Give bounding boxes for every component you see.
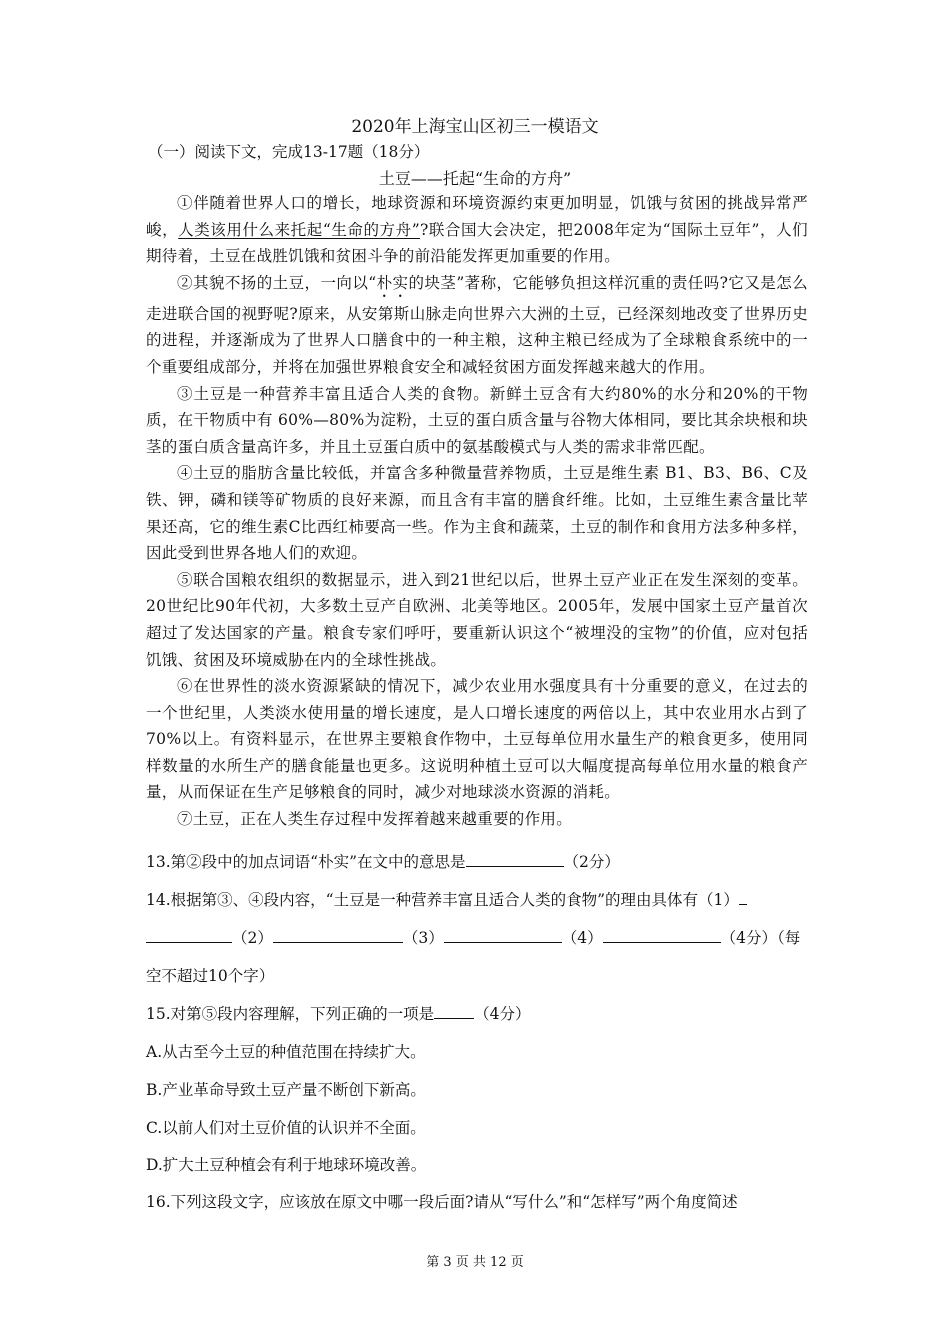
question-16: 16.下列这段文字，应该放在原文中哪一段后面?请从“写什么”和“怎样写”两个角度简述 — [146, 1193, 738, 1211]
section-heading: （一）阅读下文，完成13-17题（18分） — [148, 143, 430, 161]
paragraph-3: ③土豆是一种营养丰富且适合人类的食物。新鲜土豆含有大约80%的水分和20%的干物质，在干物质中有 60%—80%为淀粉，土豆的蛋白质含量与谷物大体相同，要比其余块根和块茎的蛋白质含量高许多，并且土豆蛋白质中的氨基酸模式与人类的需求非常匹配。 — [146, 384, 808, 456]
article-title: 土豆——托起“生命的方舟” — [378, 169, 572, 188]
question-14-line-3: 空不超过10个字） — [146, 967, 275, 985]
document-title: 2020年上海宝山区初三一模语文 — [351, 117, 599, 137]
question-15: 15.对第⑤段内容理解，下列正确的一项是 （4分） — [146, 1002, 811, 1024]
paragraph-6: ⑥在世界性的淡水资源紧缺的情况下，减少农业用水强度具有十分重要的意义，在过去的一个世纪里，人类淡水使用量的增长速度，是人口增长速度的两倍以上，其中农业用水占到了70%以上。有资料显示，在世界主要粮食作物中，土豆每单位用水量生产的粮食更多，使用同样数量的水所生产的膳食能量也更多。这说明种植土豆可以大幅度提高每单位用水量的粮食产量，从而保证在生产足够粮食的同时，减少对地球淡水资源的消耗。 — [146, 677, 808, 802]
paragraph-5: ⑤联合国粮农组织的数据显示，进入到21世纪以后，世界土豆产业正在发生深刻的变革。20世纪比90年代初，大多数土豆产自欧洲、北美等地区。2005年，发展中国家土豆产量首次超过了发达国家的产量。粮食专家们呼吁，要重新认识这个“被埋没的宝物”的价值，应对包括饥饿、贫困及环境威胁在内的全球性挑战。 — [146, 570, 808, 669]
question-14: 14.根据第③、④段内容，“土豆是一种营养丰富且适合人类的食物”的理由具体有（1） — [146, 888, 811, 910]
answer-blank-14-1a[interactable] — [739, 888, 747, 905]
option-c: C.以前人们对土豆价值的认识并不全面。 — [146, 1119, 426, 1137]
paragraph-4: ④土豆的脂肪含量比较低，并富含多种微量营养物质，土豆是维生素 B1、B3、B6、C及铁、钾，磷和镁等矿物质的良好来源，而且含有丰富的膳食纤维。比如，土豆维生素含量比苹果还高，它的维生素C比西红柿要高一些。作为主食和蔬菜，土豆的制作和食用方法多种多样，因此受到世界各地人们的欢迎。 — [146, 464, 808, 563]
option-b: B.产业革命导致土豆产量不断创下新高。 — [146, 1081, 426, 1099]
paragraph-2: ②其貌不扬的土豆，一向以“朴实的块茎”著称，它能够负担这样沉重的责任吗?它又是怎么走进联合国的视野呢?原来，从安第斯山脉走向世界六大洲的土豆，已经深刻地改变了世界历史的进程，并逐渐成为了世界人口膳食中的一种主粮，这种主粮已经成为了全球粮食系统中的一个重要组成部分，并将在加强世界粮食安全和减轻贫困方面发挥越来越大的作用。 — [146, 273, 808, 376]
answer-blank-14-4[interactable] — [603, 926, 721, 943]
answer-blank-14-1[interactable] — [146, 926, 232, 943]
underlined-sentence: 人类该用什么来托起“生命的方舟” — [178, 220, 420, 239]
page-footer: 第 3 页 共 12 页 — [426, 1255, 524, 1270]
paragraph-7: ⑦土豆，正在人类生存过程中发挥着越来越重要的作用。 — [177, 810, 573, 829]
question-13: 13.第②段中的加点词语“朴实”在文中的意思是 （2分） — [146, 850, 811, 872]
question-14-line-2: （2） （3） （4） （4分）（每 — [146, 926, 811, 948]
option-a: A.从古至今土豆的种值范围在持续扩大。 — [146, 1043, 426, 1061]
option-d: D.扩大土豆种植会有利于地球环境改善。 — [146, 1156, 427, 1174]
article-body — [146, 190, 808, 833]
answer-blank-14-3[interactable] — [444, 926, 562, 943]
answer-blank-14-2[interactable] — [273, 926, 403, 943]
paragraph-1: ①伴随着世界人口的增长，地球资源和环境资源约束更加明显，饥饿与贫困的挑战异常严峻，人类该用什么来托起“生命的方舟”?联合国大会决定，把2008年定为“国际土豆年”，人们期待着，土豆在战胜饥饿和贫困斗争的前沿能发挥更加重要的作用。 — [146, 194, 808, 266]
answer-blank-13[interactable] — [466, 850, 564, 867]
dotted-word: 朴实 — [376, 273, 409, 292]
answer-blank-15[interactable] — [434, 1002, 474, 1019]
